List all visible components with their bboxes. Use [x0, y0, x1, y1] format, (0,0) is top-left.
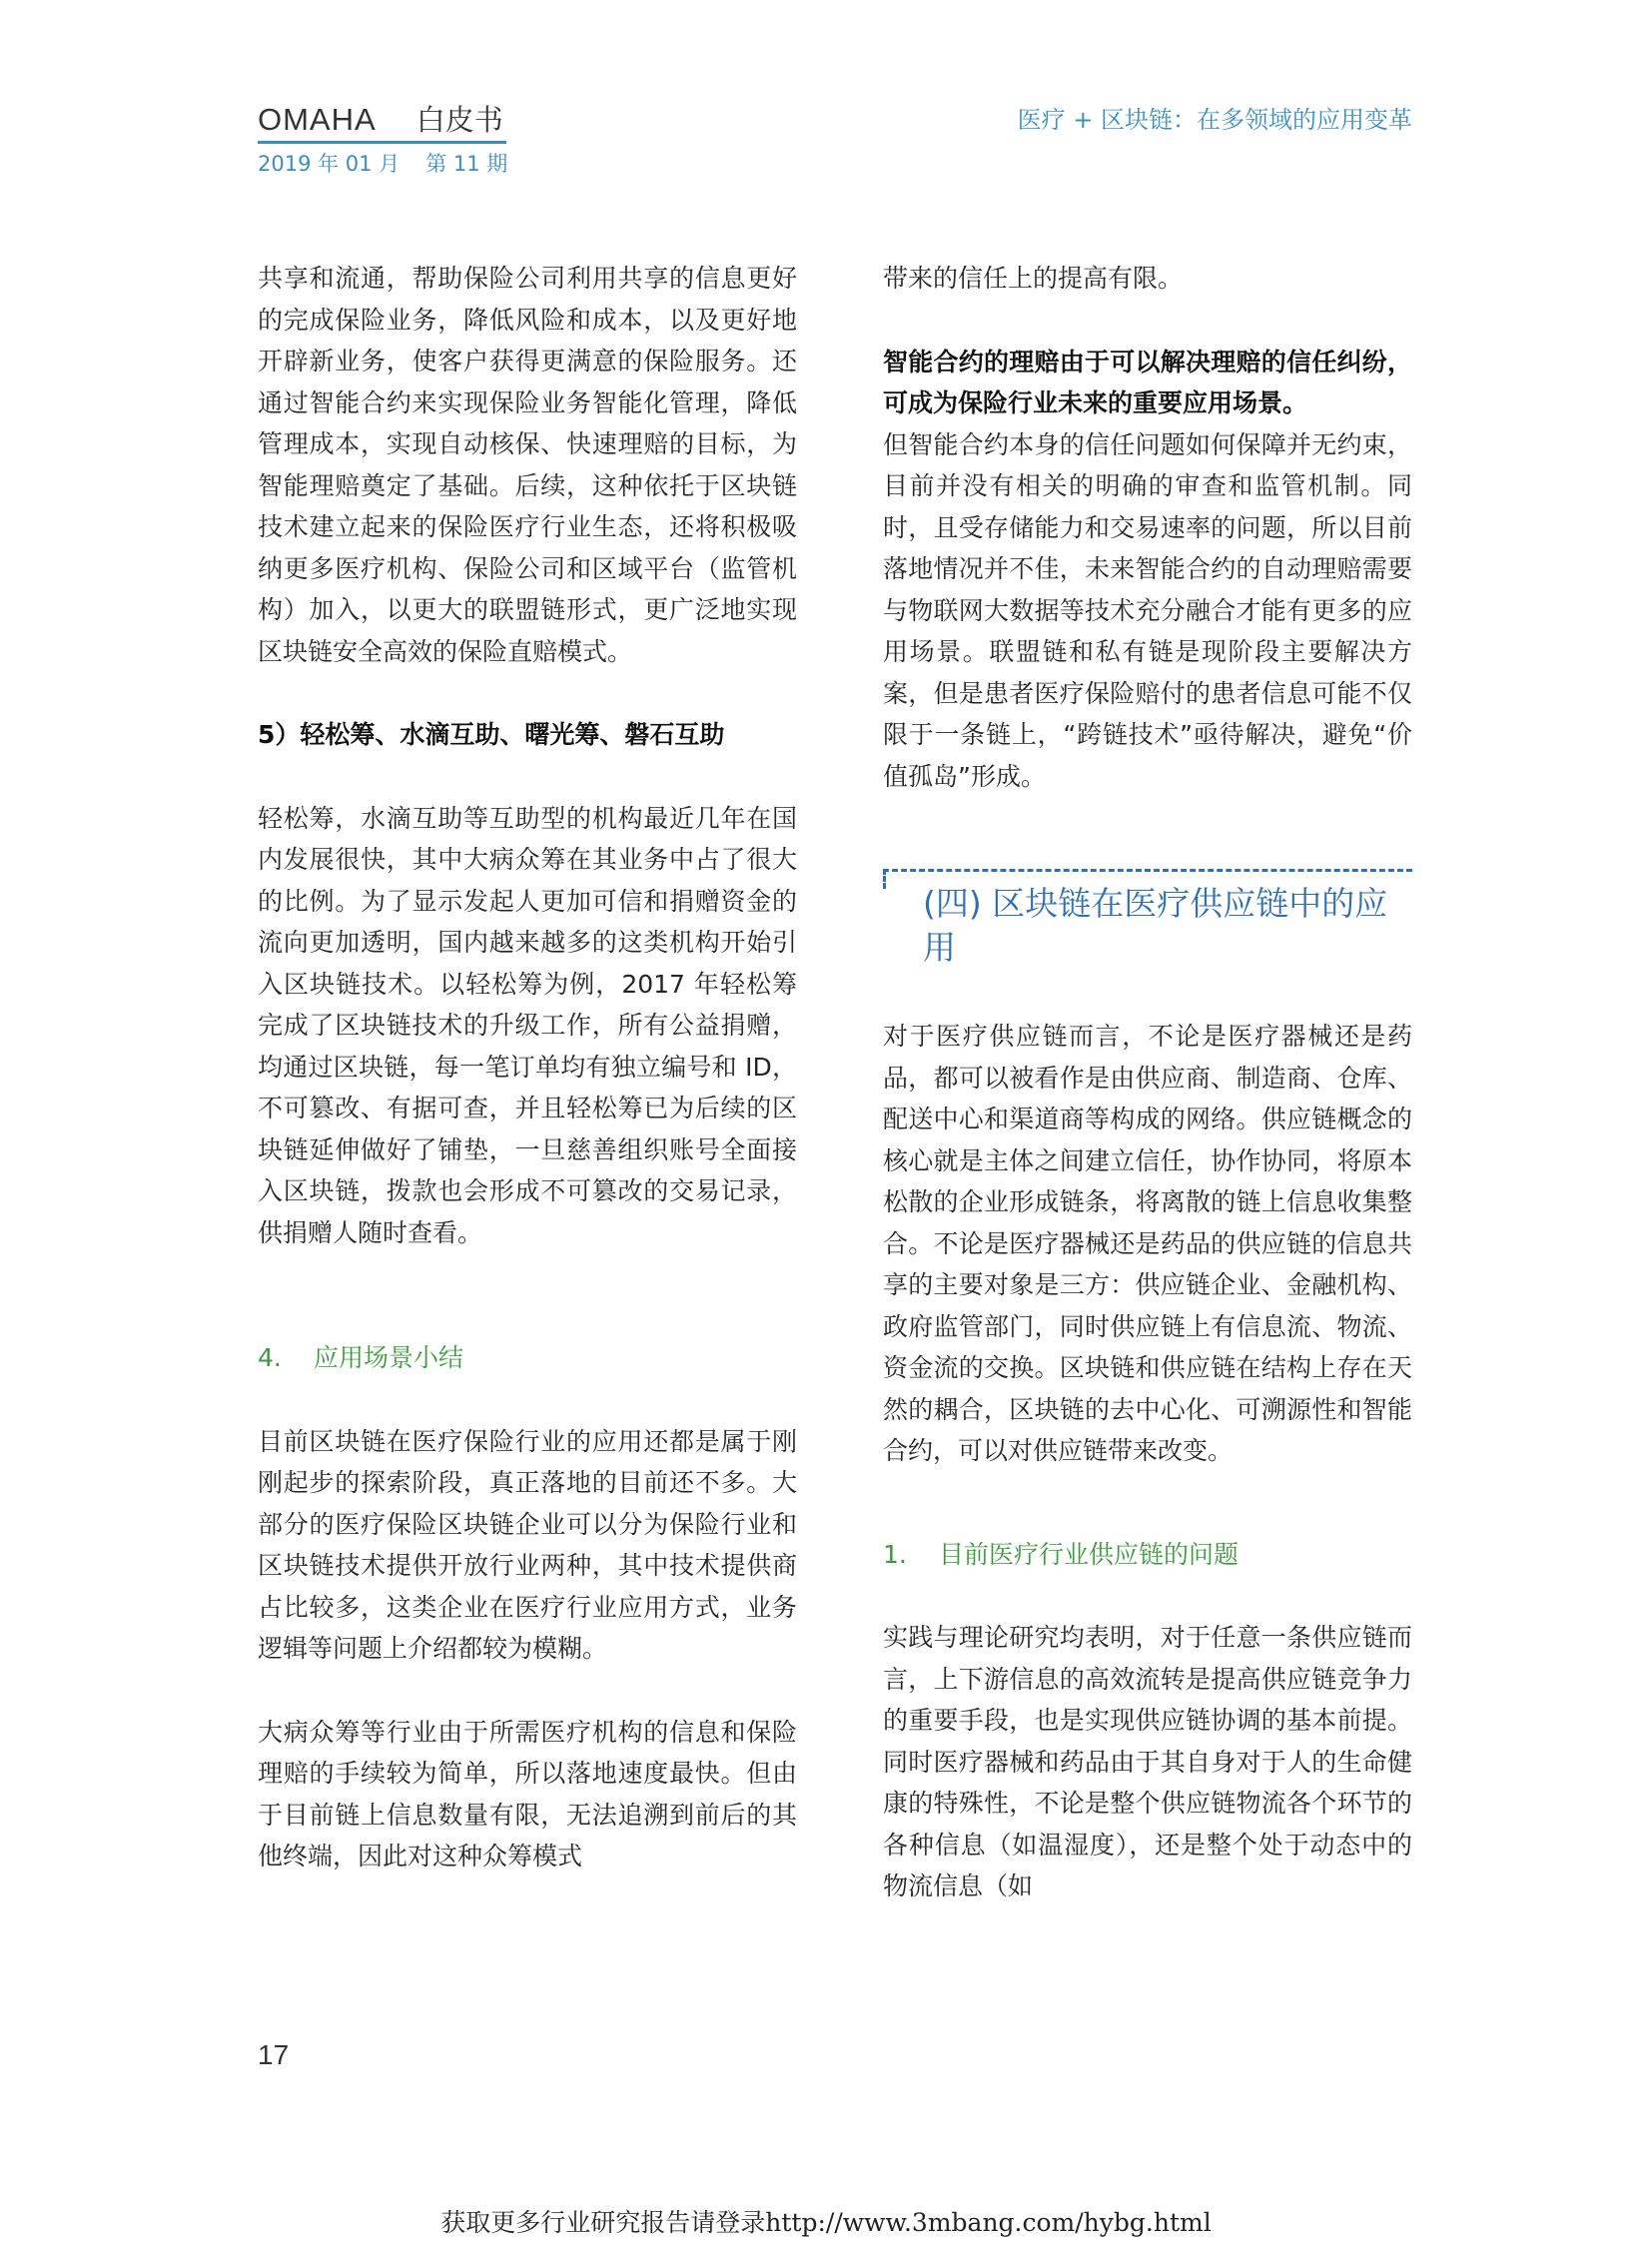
- footer-notice: 获取更多行业研究报告请登录http://www.3mbang.com/hybg.html: [440, 2208, 1212, 2237]
- paragraph: 对于医疗供应链而言，不论是医疗器械还是药品，都可以被看作是由供应商、制造商、仓库、配送中心和渠道商等构成的网络。供应链概念的核心就是主体之间建立信任，协作协同，将原本松散的企业形成链条，将离散的链上信息收集整合。不论是医疗器械还是药品的供应链的信息共享的主要对象是三方：供应链企业、金融机构、政府监管部门，同时供应链上有信息流、物流、资金流的交换。区块链和供应链在结构上存在天然的耦合，区块链的去中心化、可溯源性和智能合约，可以对供应链带来改变。: [883, 1022, 1412, 1465]
- issue-line: [258, 148, 507, 178]
- brand-underline: [258, 141, 506, 144]
- paragraph: 带来的信任上的提高有限。: [883, 264, 1184, 293]
- issue-number: 第 11 期: [425, 152, 508, 176]
- subheading-title: 应用场景小结: [314, 1343, 464, 1372]
- subheading-number: 4.: [258, 1343, 282, 1372]
- subheading-5: 5）轻松筹、水滴互助、曙光筹、磐石互助: [258, 720, 725, 749]
- paragraph: 但智能合约本身的信任问题如何保障并无约束，目前并没有相关的明确的审查和监管机制。同时，且受存储能力和交易速率的问题，所以目前落地情况并不佳，未来智能合约的自动理赔需要与物联网大数据等技术充分融合才能有更多的应用场景。联盟链和私有链是现阶段主要解决方案，但是患者医疗保险赔付的患者信息可能不仅限于一条链上，“跨链技术”亟待解决，避免“价值孤岛”形成。: [883, 429, 1412, 791]
- bold-statement: 智能合约的理赔由于可以解决理赔的信任纠纷，可成为保险行业未来的重要应用场景。: [883, 347, 1412, 417]
- paragraph: 轻松筹，水滴互助等互助型的机构最近几年在国内发展很快，其中大病众筹在其业务中占了很大的比例。为了显示发起人更加可信和捐赠资金的流向更加透明，国内越来越多的这类机构开始引入区块链技术。以轻松筹为例，2017 年轻松筹完成了区块链技术的升级工作，所有公益捐赠，均通过区块链，每一笔订单均有独立编号和 ID，不可篡改、有据可查，并且轻松筹已为后续的区块链延伸做好了铺垫，一旦慈善组织账号全面接入区块链，拨款也会形成不可篡改的交易记录，供捐赠人随时查看。: [258, 803, 797, 1247]
- subheading-4: [258, 1337, 797, 1379]
- section-title: (四) 区块链在医疗供应链中的应用: [923, 884, 1388, 967]
- issue-date: 2019 年 01 月: [258, 152, 401, 176]
- running-title: 医疗 + 区块链：在多领域的应用变革: [1017, 106, 1412, 134]
- page-number: 17: [258, 2039, 290, 2070]
- brand: [258, 98, 507, 139]
- paragraph: 大病众筹等行业由于所需医疗机构的信息和保险理赔的手续较为简单，所以落地速度最快。但由于目前链上信息数量有限，无法追溯到前后的其他终端，因此对这种众筹模式: [258, 1717, 797, 1870]
- paragraph: 目前区块链在医疗保险行业的应用还都是属于刚刚起步的探索阶段，真正落地的目前还不多。大部分的医疗保险区块链企业可以分为保险行业和区块链技术提供开放行业两种，其中技术提供商占比较多，这类企业在医疗行业应用方式，业务逻辑等问题上介绍都较为模糊。: [258, 1426, 797, 1663]
- right-column: [883, 258, 1412, 1907]
- subheading-1: [883, 1534, 1412, 1576]
- paragraph: 共享和流通，帮助保险公司利用共享的信息更好的完成保险业务，降低风险和成本，以及更好地开辟新业务，使客户获得更满意的保险服务。还通过智能合约来实现保险业务智能化管理，降低管理成本，实现自动核保、快速理赔的目标，为智能理赔奠定了基础。后续，这种依托于区块链技术建立起来的保险医疗行业生态，还将积极吸纳更多医疗机构、保险公司和区域平台（监管机构）加入，以更大的联盟链形式，更广泛地实现区块链安全高效的保险直赔模式。: [258, 264, 797, 666]
- brand-name: OMAHA: [258, 102, 377, 137]
- brand-book: 白皮书: [415, 103, 503, 137]
- header-left: [258, 98, 507, 178]
- left-column: [258, 258, 797, 1877]
- section-heading-box: [883, 869, 1412, 970]
- paragraph: 实践与理论研究均表明，对于任意一条供应链而言，上下游信息的高效流转是提高供应链竞争力的重要手段，也是实现供应链协调的基本前提。同时医疗器械和药品由于其自身对于人的生命健康的特殊性，不论是整个供应链物流各个环节的各种信息（如温湿度），还是整个处于动态中的物流信息（如: [883, 1623, 1412, 1900]
- subheading-title: 目前医疗行业供应链的问题: [939, 1539, 1239, 1569]
- subheading-number: 1.: [883, 1539, 907, 1569]
